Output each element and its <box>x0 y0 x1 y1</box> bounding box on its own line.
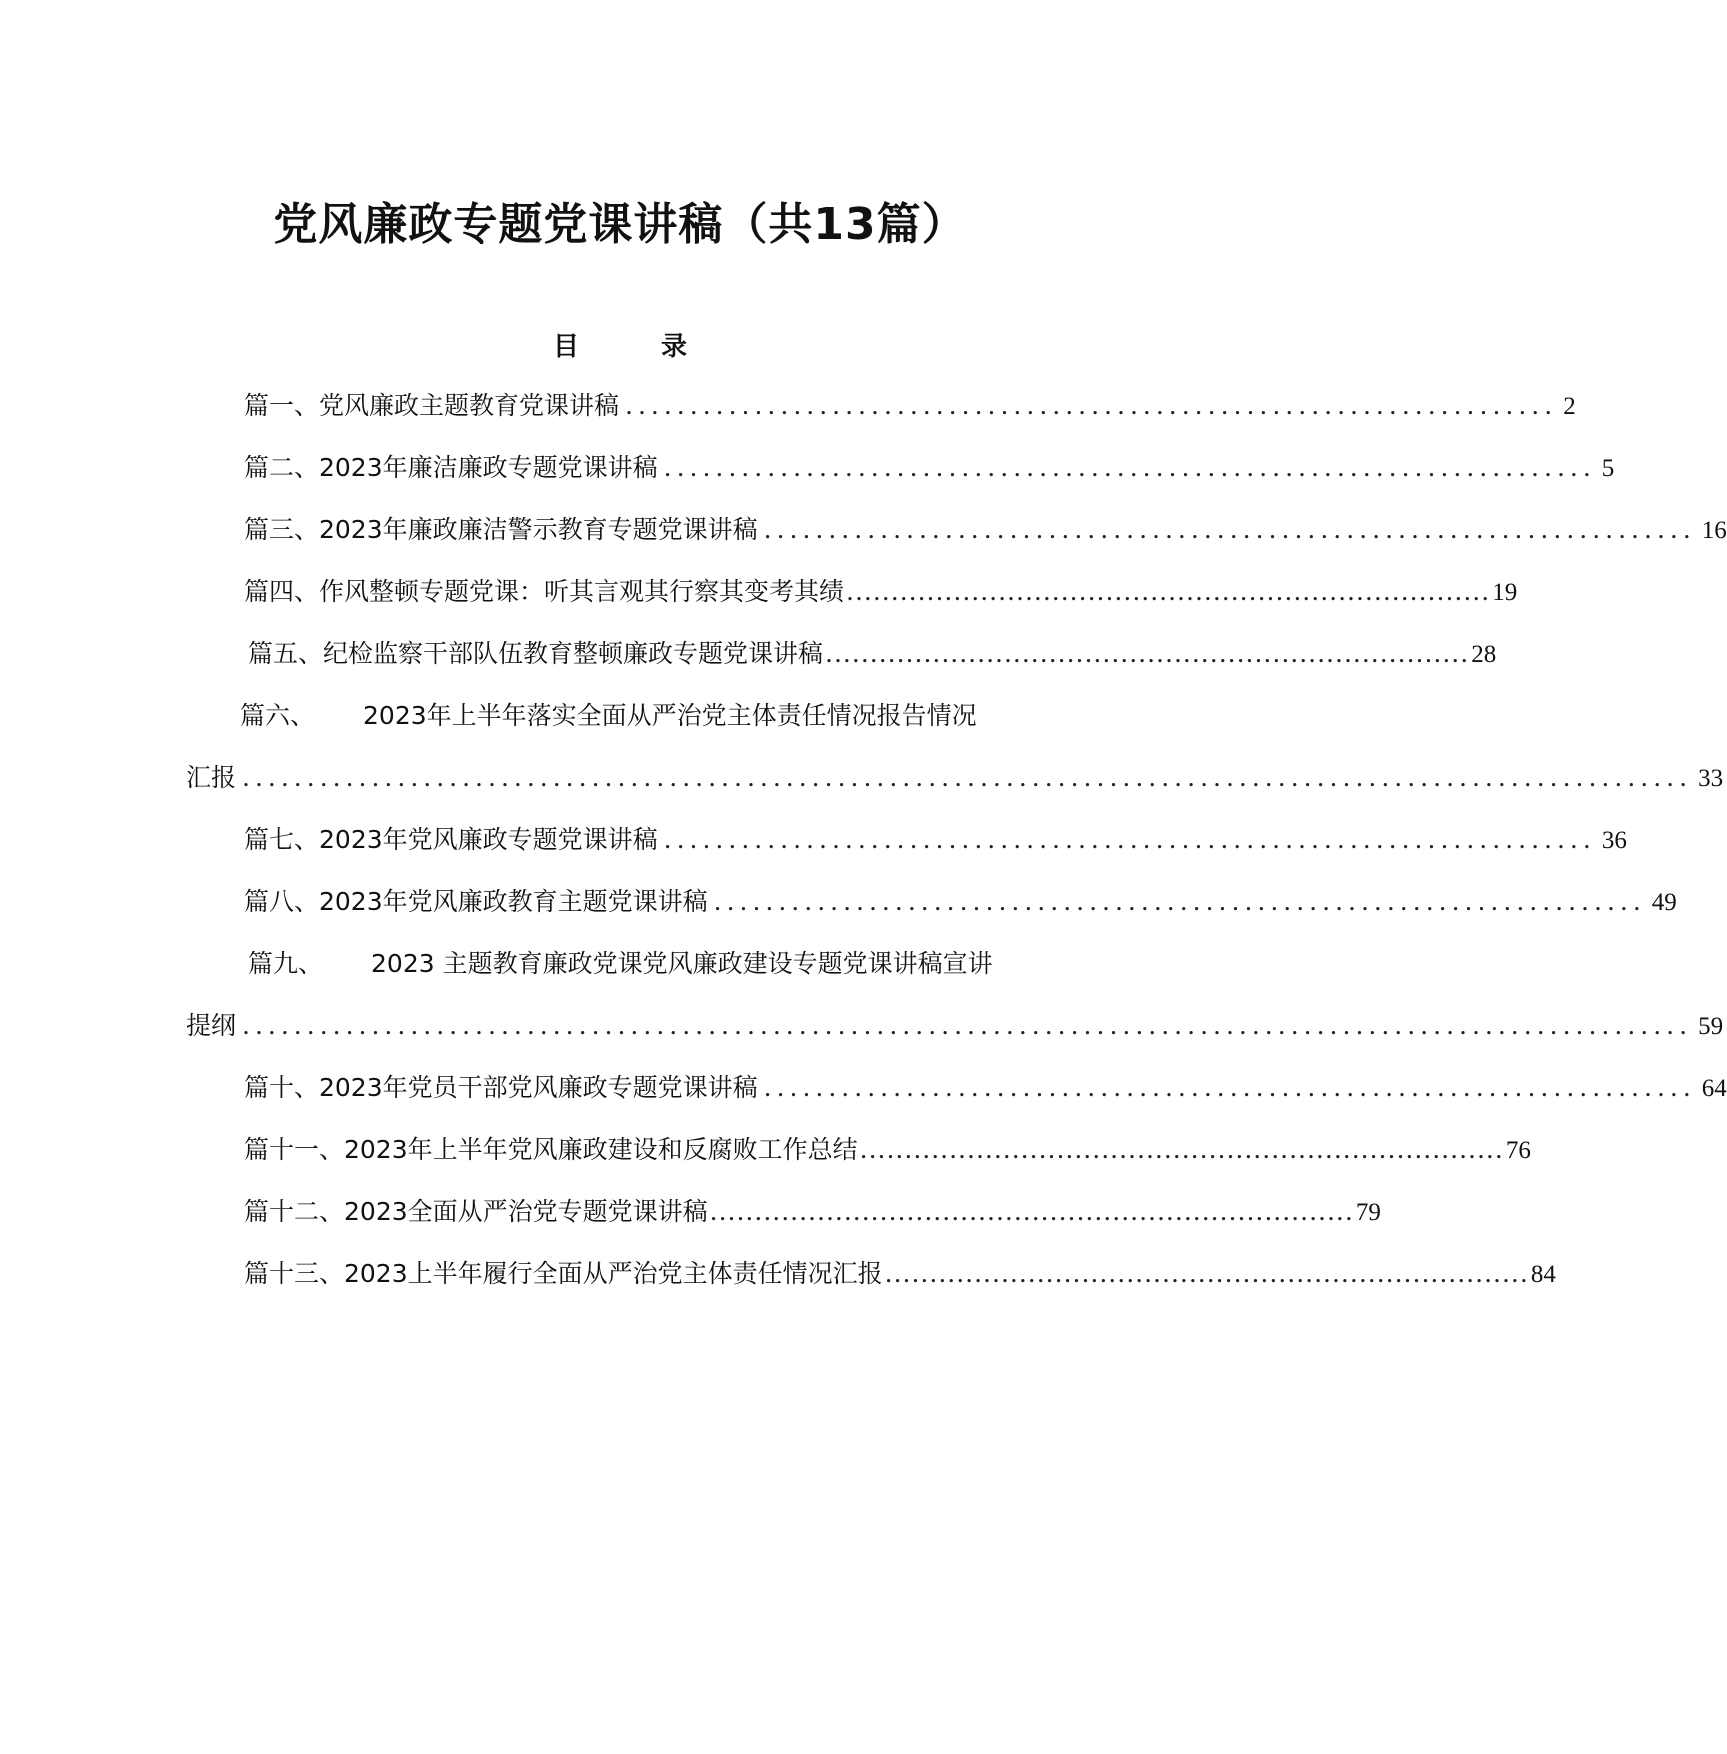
toc-page-number: 79 <box>1355 1199 1381 1226</box>
toc-entry-title-continuation: 提纲 <box>186 1011 237 1040</box>
toc-entry[interactable] <box>244 448 1615 488</box>
toc-entry-title: 2023年党风廉政专题党课讲稿 <box>319 825 658 854</box>
toc-entry[interactable] <box>244 1130 1531 1170</box>
toc-leader-dots: ........................................................................ <box>846 577 1491 606</box>
toc-entry-continuation[interactable] <box>186 758 1724 798</box>
toc-page-number: 33 <box>1698 765 1724 792</box>
toc-entry-title: 2023年上半年落实全面从严治党主体责任情况报告情况 <box>363 701 977 730</box>
toc-page-number: 16 <box>1701 517 1727 544</box>
toc-page-number: 64 <box>1701 1075 1727 1102</box>
toc-entry-prefix: 篇九、 <box>248 949 324 978</box>
toc-entry[interactable] <box>244 572 1518 612</box>
toc-entry[interactable] <box>248 634 1497 674</box>
toc-leader-dots: ........................................................................ <box>625 391 1558 420</box>
toc-entry[interactable] <box>244 1068 1727 1108</box>
toc-entry-title: 篇一、党风廉政主题教育党课讲稿 <box>244 391 620 420</box>
toc-leader-dots: ........................................................................ <box>859 1135 1504 1164</box>
toc-entry-title-continuation: 汇报 <box>186 763 237 792</box>
toc-entry-title: 篇十、2023年党员干部党风廉政专题党课讲稿 <box>244 1073 758 1102</box>
toc-page-number: 2 <box>1563 393 1576 420</box>
toc-entry[interactable] <box>244 1254 1556 1294</box>
toc-entry-title: 篇四、作风整顿专题党课：听其言观其行察其变考其绩 <box>244 577 845 606</box>
toc-entry-title: 2023全面从严治党专题党课讲稿 <box>344 1197 708 1226</box>
toc-page-number: 19 <box>1492 579 1518 606</box>
toc-leader-dots: ........................................................................ <box>709 1197 1354 1226</box>
toc-leader-dots: ................................................................................................................ <box>242 1011 1693 1040</box>
toc-entry[interactable] <box>244 386 1576 426</box>
toc-entry[interactable] <box>244 510 1727 550</box>
toc-entry[interactable] <box>244 820 1627 860</box>
toc-page-number: 28 <box>1471 641 1497 668</box>
toc-page-number: 36 <box>1601 827 1627 854</box>
toc-leader-dots: ........................................................................ <box>763 515 1696 544</box>
toc-entry-title: 篇十一、2023年上半年党风廉政建设和反腐败工作总结 <box>244 1135 858 1164</box>
toc-page-number: 84 <box>1530 1261 1556 1288</box>
toc-entry-title: 篇三、2023年廉政廉洁警示教育专题党课讲稿 <box>244 515 758 544</box>
toc-entry[interactable] <box>244 1192 1381 1232</box>
toc-leader-dots: ........................................................................ <box>663 453 1596 482</box>
toc-entry[interactable] <box>248 944 1050 984</box>
toc-leader-dots: ........................................................................ <box>825 639 1470 668</box>
toc-entry-prefix: 篇十二、 <box>244 1197 345 1226</box>
toc-entry[interactable] <box>240 696 1050 736</box>
document-title: 党风廉政专题党课讲稿（共13篇） <box>273 199 967 250</box>
toc-entry-prefix: 篇六、 <box>240 701 316 730</box>
toc-page-number: 5 <box>1601 455 1615 482</box>
toc-entry-title: 篇二、2023年廉洁廉政专题党课讲稿 <box>244 453 658 482</box>
toc-leader-dots: ........................................................................ <box>713 887 1646 916</box>
toc-entry-continuation[interactable] <box>186 1006 1724 1046</box>
toc-entry-prefix: 篇五、 <box>248 639 324 668</box>
toc-page-number: 49 <box>1651 889 1677 916</box>
toc-entry[interactable] <box>244 882 1677 922</box>
toc-heading: 目 录 <box>552 332 715 362</box>
toc-leader-dots: ................................................................................................................ <box>242 763 1693 792</box>
toc-page-number: 59 <box>1698 1013 1724 1040</box>
toc-page-number: 76 <box>1505 1137 1531 1164</box>
toc-entry-title: 2023 主题教育廉政党课党风廉政建设专题党课讲稿宣讲 <box>371 949 993 978</box>
toc-entry-title: 篇十三、2023上半年履行全面从严治党主体责任情况汇报 <box>244 1259 883 1288</box>
toc-entry-title: 篇八、2023年党风廉政教育主题党课讲稿 <box>244 887 708 916</box>
toc-leader-dots: ........................................................................ <box>763 1073 1696 1102</box>
toc-leader-dots: ........................................................................ <box>663 825 1596 854</box>
toc-entry-title: 纪检监察干部队伍教育整顿廉政专题党课讲稿 <box>323 639 824 668</box>
toc-leader-dots: ........................................................................ <box>884 1259 1529 1288</box>
toc-entry-prefix: 篇七、 <box>244 825 320 854</box>
